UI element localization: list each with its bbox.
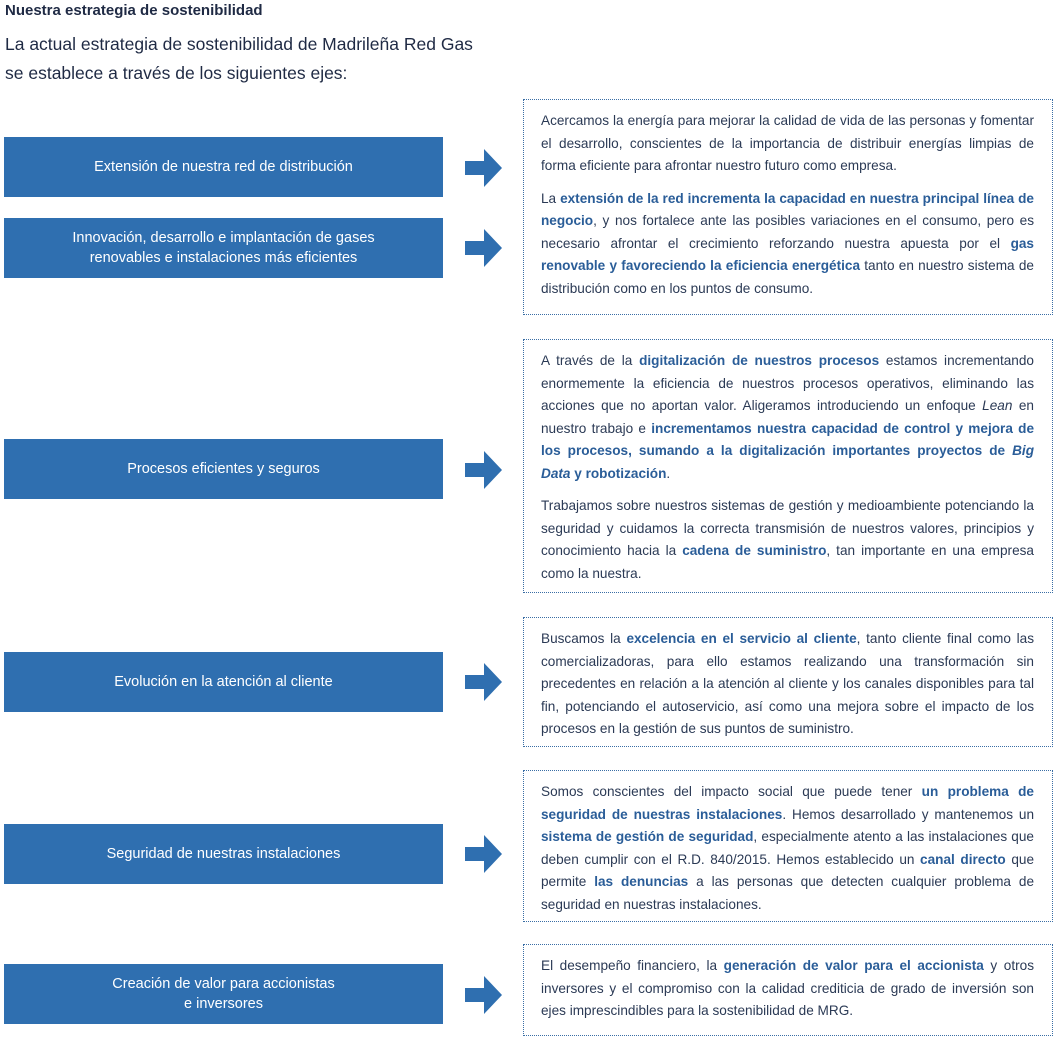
panel-paragraph: Trabajamos sobre nuestros sistemas de gestión y medioambiente potenciando la seguridad y cuidamos la correcta transmisión de nuestros valores, principios y conocimiento hacia la cadena de suministro, tan importante en una empresa como la nuestra.	[541, 498, 1034, 581]
axis-label: Procesos eficientes y seguros	[127, 461, 320, 477]
panel-seguridad	[523, 770, 1053, 922]
panel-paragraph: Buscamos la excelencia en el servicio al cliente, tanto cliente final como las comercializadoras, para ello estamos realizando una transformación sin precedentes en relación a la atención al cliente y los canales disponibles para tal fin, potenciando el autoservicio, así como una mejora sobre el impacto de los procesos en la gestión de sus puntos de suministro.	[541, 631, 1034, 736]
panel-paragraph: La extensión de la red incrementa la capacidad en nuestra principal línea de negocio, y nos fortalece ante las posibles variaciones en el consumo, pero es necesario afrontar el crecimiento reforzando nuestra apuesta por el gas renovable y favoreciendo la eficiencia energética tanto en nuestro sistema de distribución como en los puntos de consumo.	[541, 190, 1034, 296]
axis-label: renovables e instalaciones más eficientes	[89, 250, 358, 266]
axis-label: e inversores	[184, 996, 263, 1012]
arrow-right-icon	[465, 976, 502, 1014]
axis-label: Extensión de nuestra red de distribución	[94, 159, 353, 175]
intro-text	[5, 30, 525, 88]
panel-procesos	[523, 339, 1053, 593]
section-title: Nuestra estrategia de sostenibilidad	[5, 2, 263, 19]
arrow-right-icon	[465, 451, 502, 489]
axis-box-creacion-valor	[4, 964, 443, 1024]
axis-box-red-distribucion	[4, 137, 443, 197]
axis-box-atencion-cliente	[4, 652, 443, 712]
axis-box-innovacion	[4, 218, 443, 278]
intro-line-1: La actual estrategia de sostenibilidad de Madrileña Red Gas	[5, 34, 473, 54]
panel-paragraph: Somos conscientes del impacto social que puede tener un problema de seguridad de nuestras instalaciones. Hemos desarrollado y mantenemos un sistema de gestión de seguridad, especialmente atento a las instalaciones que deben cumplir con el R.D. 840/2015. Hemos establecido un canal directo que permite las denuncias a las personas que detecten cualquier problema de seguridad en nuestras instalaciones.	[541, 784, 1035, 912]
panel-paragraph: Acercamos la energía para mejorar la calidad de vida de las personas y fomentar el desarrollo, conscientes de la importancia de distribuir energías limpias de forma eficiente para afrontar nuestro futuro como empresa.	[541, 113, 1034, 173]
arrow-right-icon	[465, 229, 502, 267]
arrow-right-icon	[465, 835, 502, 873]
axis-box-seguridad	[4, 824, 443, 884]
panel-creacion-valor	[523, 944, 1053, 1036]
axis-box-procesos	[4, 439, 443, 499]
panel-paragraph: El desempeño financiero, la generación de valor para el accionista y otros inversores y el compromiso con la calidad crediticia de grado de inversión son ejes imprescindibles para la sostenibilidad de MRG.	[541, 958, 1034, 1018]
panel-red-innovacion	[523, 99, 1053, 315]
panel-atencion-cliente	[523, 617, 1053, 747]
panel-paragraph: A través de la digitalización de nuestros procesos estamos incrementando enormemente la eficiencia de nuestros procesos operativos, eliminando las acciones que no aportan valor. Aligeramos introduciendo un enfoque Lean en nuestro trabajo e incrementamos nuestra capacidad de control y mejora de los procesos, sumando a la digitalización importantes proyectos de Big Data y robotización.	[541, 353, 1035, 481]
axis-label: Creación de valor para accionistas	[112, 976, 335, 992]
axis-label: Innovación, desarrollo e implantación de gases	[72, 230, 375, 246]
arrow-right-icon	[465, 663, 502, 701]
arrow-right-icon	[465, 149, 502, 187]
axis-label: Seguridad de nuestras instalaciones	[106, 846, 341, 862]
axis-label: Evolución en la atención al cliente	[114, 674, 333, 690]
intro-line-2: se establece a través de los siguientes ejes:	[5, 63, 348, 83]
